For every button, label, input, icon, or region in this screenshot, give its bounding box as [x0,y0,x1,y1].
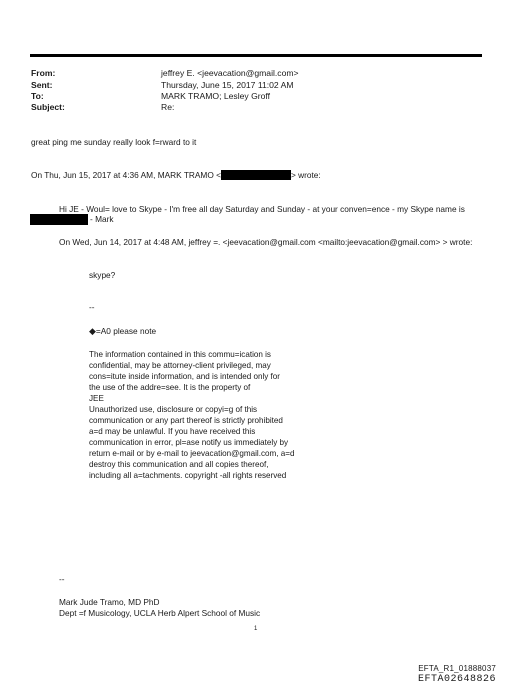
disclaimer-line: the use of the addre=see. It is the property of [89,383,251,392]
disclaimer-line: a=d may be unlawful. If you have received this [89,427,256,436]
message-1-line-2: - Mark [90,214,114,224]
footer-id-1: EFTA_R1_01888037 [418,664,496,673]
disclaimer-line: communication or any part thereof is strictly prohibited [89,416,283,425]
disclaimer [89,349,294,481]
redaction-box [221,170,291,180]
subject-label: Subject: [31,102,65,112]
disclaimer-line: The information contained in this commu=ication is [89,350,271,359]
disclaimer-line: communication in error, pl=ase notify us immediately by [89,438,289,447]
disclaimer-line: destroy this communication and all copies thereof, [89,460,269,469]
header-rule [30,54,482,57]
from-label: From: [31,68,56,78]
to-label: To: [31,91,44,101]
to-value: MARK TRAMO; Lesley Groff [161,91,271,101]
from-value: jeffrey E. <jeevacation@gmail.com> [161,68,299,78]
reply-text: great ping me sunday really look f=rward to it [31,137,197,147]
please-note-text: =A0 please note [95,326,157,336]
disclaimer-line: cons=itute inside information, and is intended only for [89,372,280,381]
redaction-box [30,214,88,225]
sent-value: Thursday, June 15, 2017 11:02 AM [161,80,294,90]
replacement-char-icon: ◆ [89,326,96,336]
signature-dashes: -- [59,574,65,584]
sent-label: Sent: [31,80,53,90]
quote-header-2: On Wed, Jun 14, 2017 at 4:48 AM, jeffrey =. <jeevacation@gmail.com <mailto:jeevacation@gmail.com> > wrote: [59,237,473,247]
quote-header-1 [31,170,321,181]
disclaimer-line: confidential, may be attorney-client privileged, may [89,361,271,370]
quote-header-1-post: > wrote: [290,170,321,180]
quote-header-1-pre: On Thu, Jun 15, 2017 at 4:36 AM, MARK TRAMO < [31,170,221,180]
skype-text: skype? [89,270,116,280]
please-note-line [89,326,156,337]
disclaimer-line: JEE [89,394,104,403]
signature-dept: Dept =f Musicology, UCLA Herb Alpert School of Music [59,608,261,618]
subject-value: Re: [161,102,175,112]
disclaimer-line: Unauthorized use, disclosure or copyi=g of this [89,405,258,414]
disclaimer-line: return e-mail or by e-mail to jeevacation@gmail.com, a=d [89,449,295,458]
separator-dashes: -- [89,302,95,312]
footer-id-2: EFTA02648826 [417,674,496,685]
page-number: 1 [254,626,258,632]
disclaimer-line: including all a=tachments. copyright -all rights reserved [89,471,287,480]
message-1-line-1: Hi JE - Woul= love to Skype - I'm free all day Saturday and Sunday - at your conven=ence - my Skype name is [59,204,465,214]
signature-name: Mark Jude Tramo, MD PhD [59,597,160,607]
